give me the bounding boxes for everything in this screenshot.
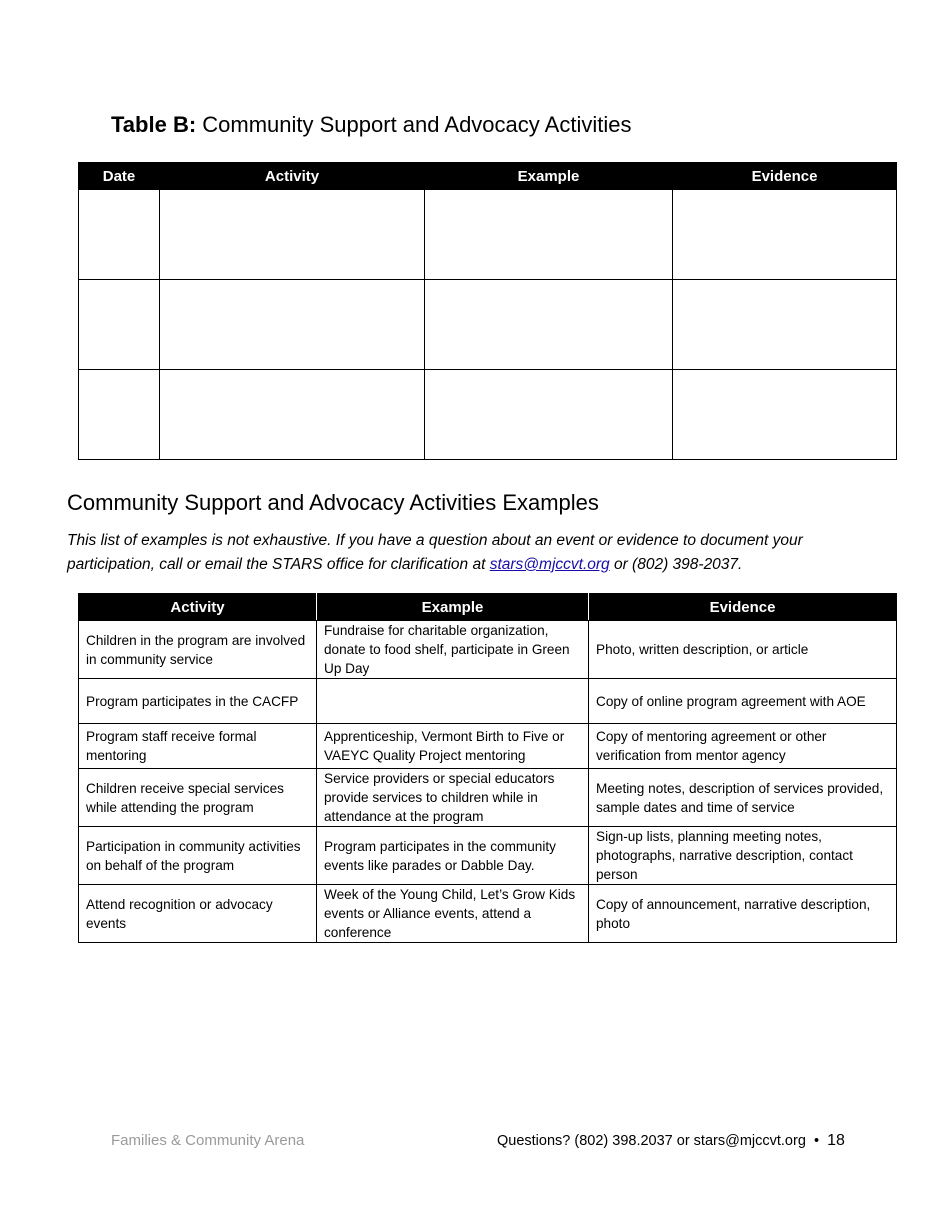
examples-heading: Community Support and Advocacy Activities Examples bbox=[67, 490, 599, 515]
row-example: Program participates in the community events like parades or Dabble Day. bbox=[317, 827, 589, 885]
table-b-cell-evidence[interactable] bbox=[673, 370, 897, 460]
footer-arena: Families & Community Arena bbox=[111, 1132, 305, 1149]
row-activity: Children in the program are involved in community service bbox=[79, 621, 317, 679]
table-b-title-bold: Table B: bbox=[111, 112, 197, 137]
row-example: Service providers or special educators provide services to children while in attendance at the program bbox=[317, 769, 589, 827]
row-evidence: Copy of announcement, narrative description, photo bbox=[589, 885, 897, 943]
table-b-cell-date[interactable] bbox=[79, 370, 160, 460]
row-activity: Attend recognition or advocacy events bbox=[79, 885, 317, 943]
row-evidence: Meeting notes, description of services provided, sample dates and time of service bbox=[589, 769, 897, 827]
table-row bbox=[79, 885, 897, 943]
examples-header-evidence: Evidence bbox=[589, 594, 897, 621]
table-row bbox=[79, 621, 897, 679]
table-b-cell-evidence[interactable] bbox=[673, 280, 897, 370]
table-b-title bbox=[111, 112, 631, 138]
table-b-cell-example[interactable] bbox=[425, 280, 673, 370]
row-example: Fundraise for charitable organization, donate to food shelf, participate in Green Up Day bbox=[317, 621, 589, 679]
table-b-cell-activity[interactable] bbox=[160, 370, 425, 460]
examples-intro bbox=[67, 529, 867, 577]
table-b-cell-activity[interactable] bbox=[160, 190, 425, 280]
row-activity: Program participates in the CACFP bbox=[79, 679, 317, 724]
table-b-header-row bbox=[79, 163, 897, 190]
table-b-header-evidence: Evidence bbox=[673, 163, 897, 190]
row-evidence: Photo, written description, or article bbox=[589, 621, 897, 679]
intro-text: This list of examples is not exhaustive. If you have a question about an event or evidence to document your participation, call or email the STARS office for clarification at bbox=[67, 532, 803, 573]
intro-text-end: or (802) 398-2037. bbox=[609, 556, 743, 573]
row-evidence: Sign-up lists, planning meeting notes, photographs, narrative description, contact person bbox=[589, 827, 897, 885]
row-example bbox=[317, 679, 589, 724]
row-activity: Program staff receive formal mentoring bbox=[79, 724, 317, 769]
table-b-row bbox=[79, 280, 897, 370]
table-b-title-text: Community Support and Advocacy Activities bbox=[196, 112, 632, 137]
table-b-header-date: Date bbox=[79, 163, 160, 190]
row-activity: Children receive special services while attending the program bbox=[79, 769, 317, 827]
row-evidence: Copy of online program agreement with AOE bbox=[589, 679, 897, 724]
examples-header-activity: Activity bbox=[79, 594, 317, 621]
table-row bbox=[79, 679, 897, 724]
row-evidence: Copy of mentoring agreement or other verification from mentor agency bbox=[589, 724, 897, 769]
table-b-header-activity: Activity bbox=[160, 163, 425, 190]
footer-questions: Questions? (802) 398.2037 or stars@mjccvt.org bbox=[497, 1133, 806, 1149]
examples-table bbox=[78, 593, 897, 943]
email-link[interactable]: stars@mjccvt.org bbox=[489, 556, 610, 573]
table-row bbox=[79, 769, 897, 827]
table-b-row bbox=[79, 370, 897, 460]
table-b-cell-date[interactable] bbox=[79, 190, 160, 280]
examples-header-row bbox=[79, 594, 897, 621]
row-example: Apprenticeship, Vermont Birth to Five or VAEYC Quality Project mentoring bbox=[317, 724, 589, 769]
table-b-cell-example[interactable] bbox=[425, 190, 673, 280]
footer-bullet: • bbox=[813, 1133, 820, 1149]
footer-contact bbox=[497, 1132, 845, 1150]
table-b-cell-date[interactable] bbox=[79, 280, 160, 370]
table-row bbox=[79, 724, 897, 769]
table-b-header-example: Example bbox=[425, 163, 673, 190]
table-b-row bbox=[79, 190, 897, 280]
examples-header-example: Example bbox=[317, 594, 589, 621]
table-b-cell-activity[interactable] bbox=[160, 280, 425, 370]
row-example: Week of the Young Child, Let’s Grow Kids events or Alliance events, attend a conference bbox=[317, 885, 589, 943]
table-b-cell-evidence[interactable] bbox=[673, 190, 897, 280]
row-activity: Participation in community activities on behalf of the program bbox=[79, 827, 317, 885]
table-b bbox=[78, 162, 897, 460]
page-number: 18 bbox=[827, 1132, 845, 1149]
table-row bbox=[79, 827, 897, 885]
table-b-cell-example[interactable] bbox=[425, 370, 673, 460]
